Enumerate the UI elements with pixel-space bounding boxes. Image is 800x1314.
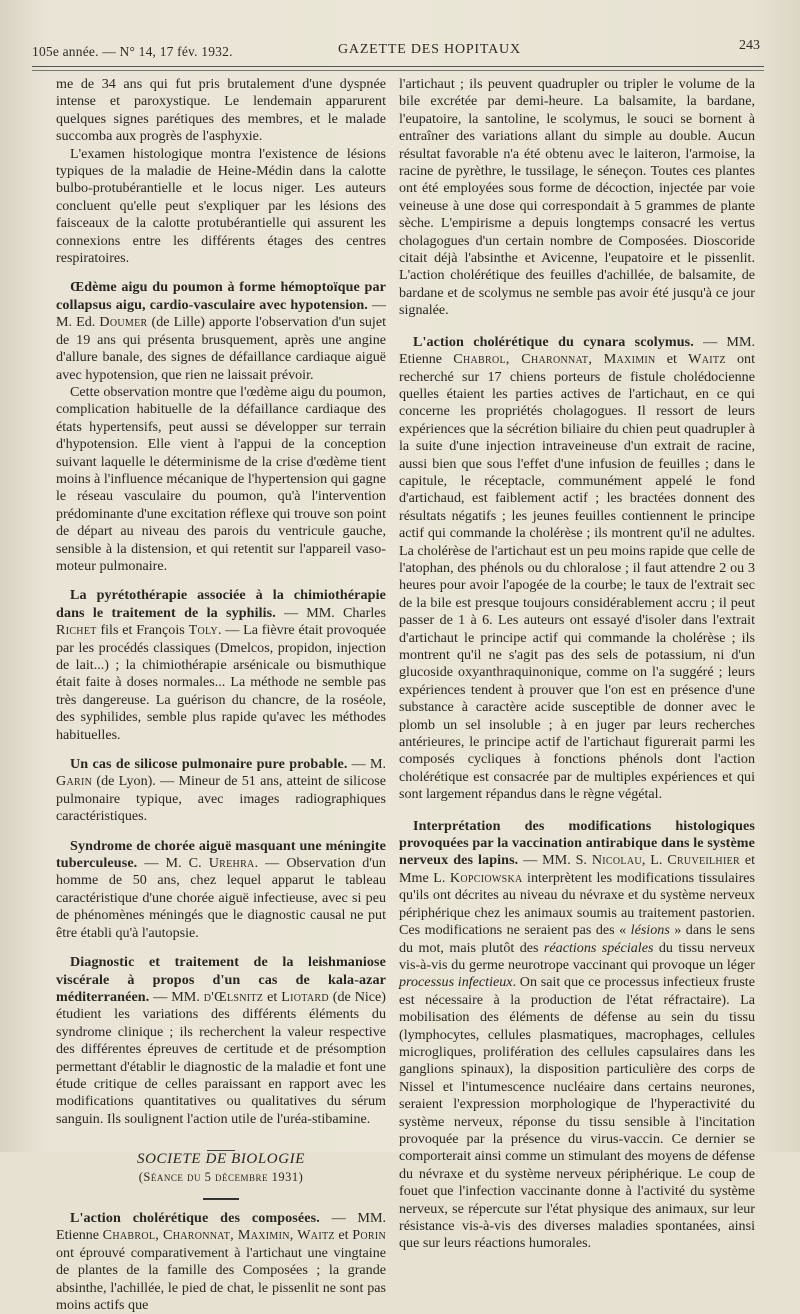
session-date: (Séance du 5 décembre 1931) <box>138 1169 304 1184</box>
article-title: La pyrétothérapie associée à la chimiothérapie dans le traitement de la syphilis. <box>56 587 386 621</box>
header-rule <box>32 66 764 67</box>
article-silicose: Un cas de silicose pulmonaire pure probable. — M. Garin (de Lyon). — Mineur de 51 ans, atteint de silicose pulmonaire typique, avec images radiographiques caractéristiques. <box>56 756 387 825</box>
running-header <box>32 38 760 64</box>
author-name: Porin <box>352 1227 386 1244</box>
article-title: Diagnostic et traitement de la leishmaniose viscérale à propos d'un cas de kala-azar méditerranéen. <box>56 954 386 1005</box>
author-name: Urehra <box>208 855 255 872</box>
page-number: 243 <box>739 38 760 53</box>
paragraph: Cette observation montre que l'œdème aigu du poumon, complication habituelle de la défaillance cardiaque des états hypertensifs, peut aussi se développer sur terrain d'hypotension. Elle vient à l'appui de la conception suivant laquelle le déterminisme de la crise d'œdème tient moins à l'influence mécanique de l'hypertension qui gagne le réseau vasculaire du poumon, qu'à l'intervention prédominante d'une excitation réflexe qui trouve son point de départ au niveau des parois du ventricule gauche, sensible à la distension, et qui retentit sur l'appareil vaso-moteur pulmonaire. <box>56 383 386 574</box>
paragraph: me de 34 ans qui fut pris brutalement d'une dyspnée intense et paroxystique. Le lendemain apparurent quelques signes parétiques des membres, et le malade succomba aux progrès de l'asphyxie. <box>56 76 386 145</box>
issue-line: 105e année. — N° 14, 17 fév. 1932. <box>32 44 233 59</box>
author-name: Chabrol, Charonnat, Maximin, Waitz <box>102 1227 335 1244</box>
article-leishmaniose: Diagnostic et traitement de la leishmaniose viscérale à propos d'un cas de kala-azar méditerranéen. — MM. d'Œlsnitz et Liotard (de Nice) étudient les variations des différents éléments du syndrome clinique ; ils recherchent la valeur respective des différentes épreuves de certitude et de présomption permettant d'établir le diagnostic de la maladie et font une étude critique de celles paraissant en rapport avec les modifications quantitatives ou qualitatives du sérum sanguin. Ils soulignent l'action utile de l'uréa-stibamine. <box>56 954 386 1127</box>
author-name: Richet <box>56 622 97 639</box>
article-cynara: L'action cholérétique du cynara scolymus. — MM. Etienne Chabrol, Charonnat, Maximin et Waitz ont recherché sur 17 chiens porteurs de fistule cholédocienne quelles étaient les parties actives de l'artichaut, en ce qui concerne les propriétés cholagogues. Il ressort de leurs expériences que la sécrétion biliaire du chien peut quadrupler à la suite d'une injection intraveineuse d'un extrait de racine, aussi bien que sous l'effet d'une infusion de feuilles ; dans le capitule, le réceptacle, communément appelé le fond d'artichaud, est faiblement actif ; les bractées donnent des résultats négatifs ; les jeunes feuilles contiennent le principe actif qui commande la cholérèse ; ils montrent qu'il ne adultes. La cholérèse de l'artichaut est un peu moins rapide que celle de l'atophan, des phénols ou du chloralose ; il faut attendre 2 ou 3 heures pour avoir l'apogée de la courbe; le taux de l'extrait sec de la bile est presque toujours considérablement accru ; il peut passer de 1 à 6. Les auteurs ont essayé d'isoler dans l'extrait d'artichaut le principe actif qui commande la cholérèse ; ils montrent qu'il ne s'agit pas des sels de potassium, ni d'un glucoside oxyanthraquinonique, comme on l'a suggéré ; leurs expériences tendent à prouver que l'on est en présence d'une substance à caractère acide susceptible de donner avec le plomb un sel insoluble ; à en juger par leurs recherches antérieures, le principe actif de l'artichaut figurerait parmi les composés cycliques à fonctions phénols dont l'action cholérétique est consacrée par de multiples expériences et qui sont largement répandus dans le règne végétal. <box>399 333 755 803</box>
article-choleretique-composees: L'action cholérétique des composées. — MM. Etienne Chabrol, Charonnat, Maximin, Waitz et Porin ont éprouvé comparativement à l'artichaut une vingtaine de plantes de la famille des Composées ; la grande absinthe, l'achillée, le pied de chat, le pissenlit ne sont pas moins actifs que <box>56 1209 386 1313</box>
article-title: L'action cholérétique des composées. <box>70 1209 320 1226</box>
article-pyretotherapie: La pyrétothérapie associée à la chimiothérapie dans le traitement de la syphilis. — MM. Charles Richet fils et François Toly. — La fièvre était provoquée par les procédés classiques (Dmelcos, propidon, injection de lait...) ; la chimiothérapie arsénicale ou bismuthique était faite à doses normales... La méthode ne semble pas très dangereuse. La guérison du chancre, de la roséole, des syphilides, semble plus rapide qu'avec les méthodes habituelles. <box>56 587 387 743</box>
article-title: Un cas de silicose pulmonaire pure probable. <box>70 756 348 773</box>
paragraph: L'examen histologique montra l'existence de lésions typiques de la maladie de Heine-Médin dans la calotte bulbo-protubérantielle et le locus niger. Les auteurs concluent qu'elle peut s'expliquer par les lésions des faisceaux de la calotte protubérantielle qui assurent les connexions entre les différents étages des centres respiratoires. <box>56 145 386 267</box>
author-name: Cruveilhier <box>667 852 740 869</box>
society-heading: SOCIETE DE BIOLOGIE <box>136 1151 306 1168</box>
article-title: Œdème aigu du poumon à forme hémoptoïque par collapsus aigu, cardio-vasculaire avec hypotension. <box>56 279 386 313</box>
article-title: Syndrome de chorée aiguë masquant une méningite tuberculeuse. <box>56 837 386 872</box>
right-column <box>399 76 755 1253</box>
article-vaccination-antirabique: Interprétation des modifications histologiques provoquées par la vaccination antirabique dans le système nerveux des lapins. — MM. S. Nicolau, L. Cruveilhier et Mme L. Kopciowska interprètent les modifications tissulaires qu'ils ont décrites au niveau du névraxe et du système nerveux périphérique chez les animaux soumis au traitement pastorien. Ces modifications ne seraient pas des « lésions » dans le sens du mot, mais plutôt des réactions spéciales du tissu nerveux vis-à-vis du germe neurotrope vaccinant qui provoque un léger processus infectieux. On sait que ce processus infectieux fruste est nécessaire à la production de l'état réfractaire). La mobilisation des éléments de défense au sein du tissu (lymphocytes, cellules plasmatiques, macrophages, cellules microgliques, prolifération des cellules capsulaires dans les ganglions spinaux), la disposition particulière des corps de Nissel et l'intumescence nucléaire dans certains neurones, seraient l'expression morphologique de l'hyperactivité du système nerveux, réponse du tissu sensible à l'incitation provoquée par la présence du virus-vaccin. Ce dernier se comporterait ainsi comme un stimulant des moyens de défense du névraxe et du système nerveux périphérique. Le coup de fouet que l'infection vaccinante donne à l'activité du système nerveux, se répercute sur l'état physique des animaux, sur leur résistance vis-à-vis des diverses maladies spontanées, ainsi que sur leurs réactions humorales. <box>399 817 756 1252</box>
article-title: Interprétation des modifications histologiques provoquées par la vaccination antirabique dans le système nerveux des lapins. <box>399 817 755 869</box>
article-title: L'action cholérétique du cynara scolymus. <box>413 333 694 350</box>
header-rule-thin <box>32 70 764 71</box>
author-name: Toly <box>188 622 218 639</box>
author-name: Doumer <box>99 314 148 331</box>
author-name: Waitz <box>688 351 726 368</box>
author-name: Garin <box>56 773 93 790</box>
divider <box>203 1198 239 1200</box>
left-column <box>56 76 386 1314</box>
author-name: Nicolau <box>591 852 642 869</box>
article-choree: Syndrome de chorée aiguë masquant une méningite tuberculeuse. — M. C. Urehra. — Observation d'un homme de 50 ans, chez lequel apparut le tableau caractéristique d'une chorée aiguë infectieuse, avec si peu de phénomènes méningés que le diagnostic causal ne put être établi qu'à l'autopsie. <box>56 837 386 941</box>
author-name: Chabrol, Charonnat, Maximin <box>453 351 656 368</box>
paragraph: l'artichaut ; ils peuvent quadrupler ou tripler le volume de la bile excrétée par demi-heure. La balsamite, la bardane, l'eupatoire, la santoline, le scolymus, le souci se bornent à entraîner des variations allant du simple au double. Aucun résultat favorable n'a été obtenu avec le laiteron, l'armoise, la racine de pyrèthre, le tussilage, le séneçon. Toutes ces plantes ont été employées sous forme de décoction, injectée par voie veineuse à une dose qui correspondait à 5 grammes de plante sèche. L'empirisme a depuis longtemps consacré les vertus cholagogues d'un certain nombre de Composées. Dioscoride citait déjà l'absinthe et Avicenne, l'eupatoire et le pissenlit. L'action cholérétique des feuilles d'achillée, de balsamite, de bardane et de scolymus ne semble pas avoir été jusqu'à ce jour signalée. <box>399 76 755 319</box>
article-oedeme: Œdème aigu du poumon à forme hémoptoïque par collapsus aigu, cardio-vasculaire avec hypotension. — M. Ed. Doumer (de Lille) apporte l'observation d'un sujet de 19 ans qui présenta brusquement, après une angine d'allure banale, des signes de défaillance cardiaque aiguë avec hypotension, que rien ne laissait prévoir. <box>56 279 386 383</box>
author-name: Kopciowska <box>449 869 523 886</box>
journal-title: GAZETTE DES HOPITAUX <box>338 42 521 57</box>
author-name: Liotard <box>281 988 329 1005</box>
author-name: d'Œlsnitz <box>203 988 264 1005</box>
